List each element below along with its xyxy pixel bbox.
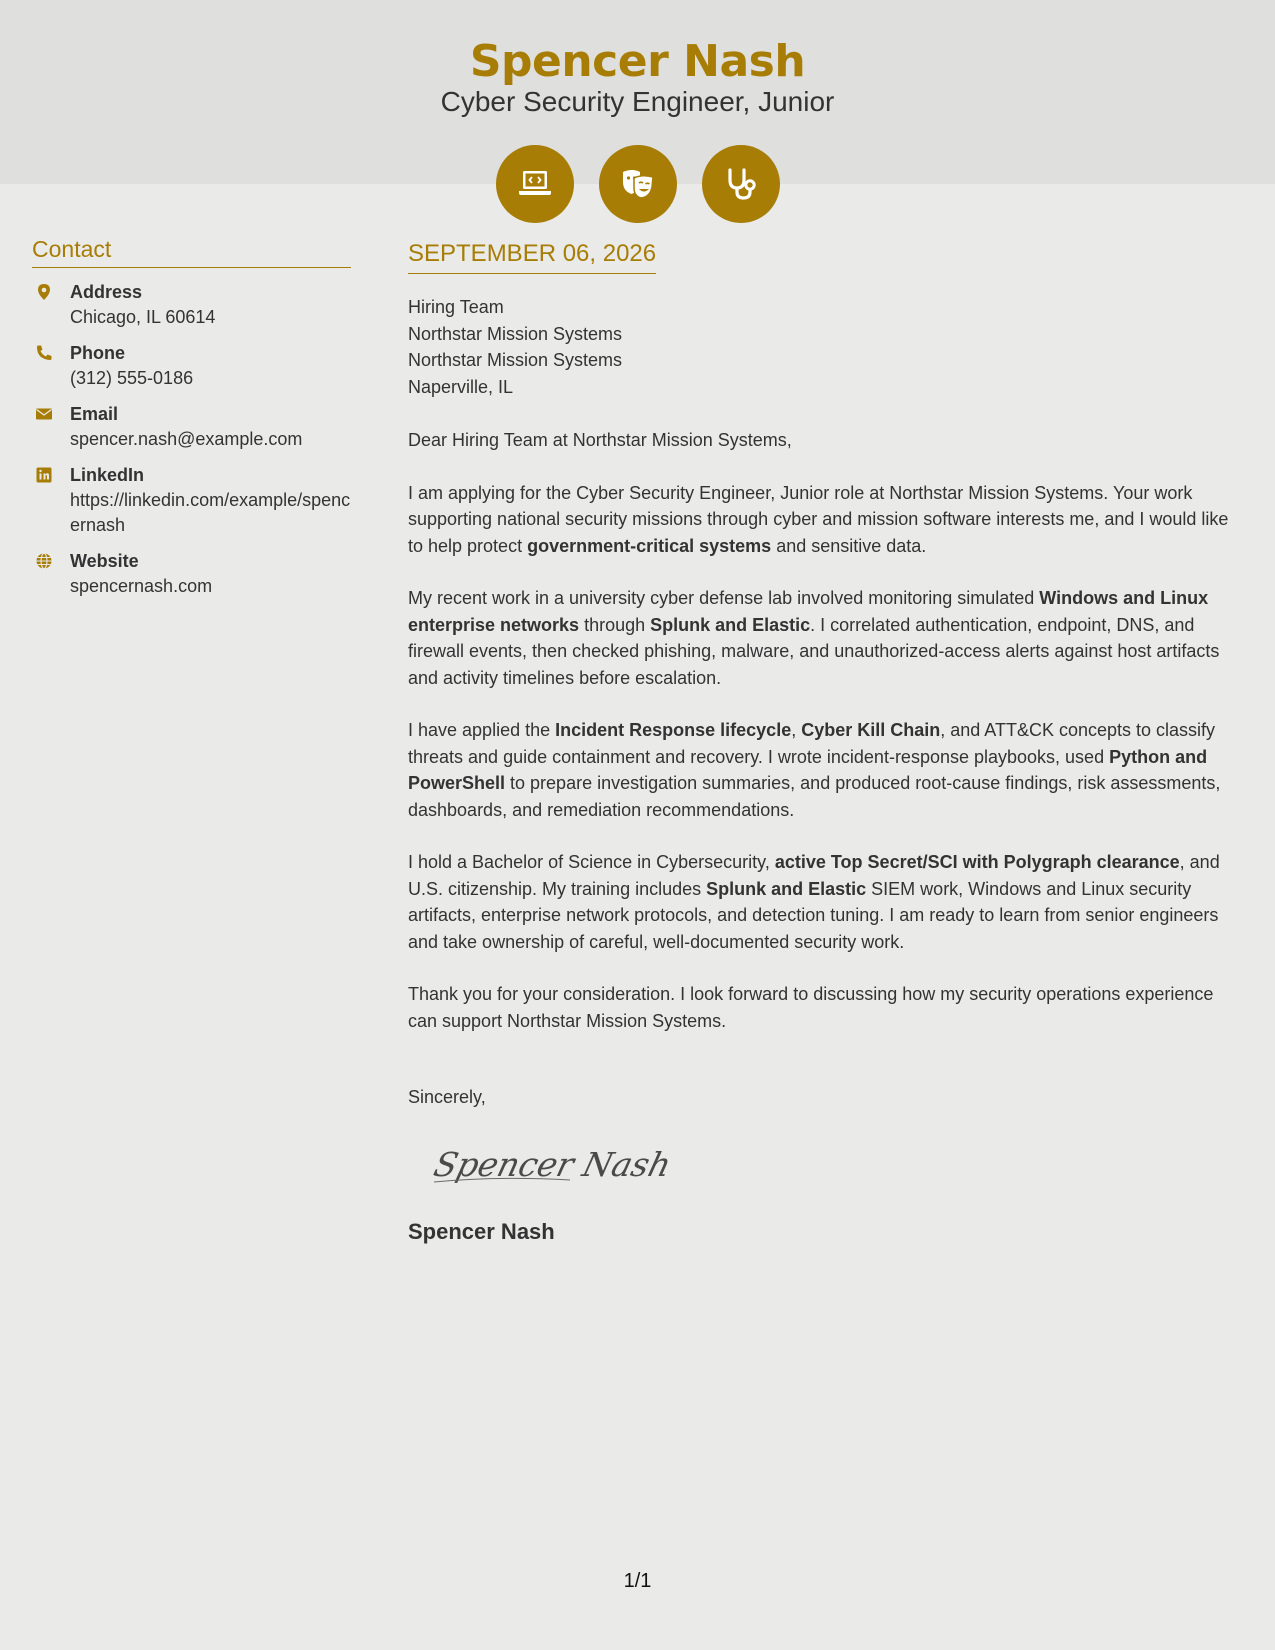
envelope-icon	[32, 402, 70, 452]
paragraph-2: My recent work in a university cyber defense lab involved monitoring simulated Windows and Linux enterprise networks through Splunk and Elastic. I correlated authentication, endpoint, DNS, and firewall events, then checked phishing, malware, and unauthorized-access alerts against host artifacts and activity timelines before escalation.	[408, 588, 1220, 688]
letter-date: SEPTEMBER 06, 2026	[408, 240, 656, 274]
candidate-name: Spencer Nash	[469, 36, 806, 87]
contact-list	[32, 280, 351, 599]
paragraph-1: I am applying for the Cyber Security Engineer, Junior role at Northstar Mission Systems. Your work supporting national security missions through cyber and mission software interests me, and I would like to help protect government-critical systems and sensitive data.	[408, 482, 1229, 556]
signer-name: Spencer Nash	[408, 1219, 555, 1244]
recipient-line: Northstar Mission Systems	[408, 323, 623, 344]
contact-label: LinkedIn	[70, 465, 145, 485]
page-number: 1/1	[623, 1570, 652, 1592]
map-pin-icon	[32, 280, 70, 330]
contact-value: Chicago, IL 60614	[70, 307, 216, 327]
recipient-line: Naperville, IL	[408, 376, 514, 397]
paragraph-5: Thank you for your consideration. I look forward to discussing how my security operations experience can support Northstar Mission Systems.	[408, 984, 1214, 1031]
paragraph-3: I have applied the Incident Response lifecycle, Cyber Kill Chain, and ATT&CK concepts to classify threats and guide containment and recovery. I wrote incident-response playbooks, used Python and PowerShell to prepare investigation summaries, and produced root-cause findings, risk assessments, dashboards, and remediation recommendations.	[408, 720, 1221, 820]
contact-value: (312) 555-0186	[70, 368, 194, 388]
recipient-block	[408, 294, 1243, 400]
stethoscope-icon	[702, 145, 780, 223]
contact-label: Phone	[70, 343, 126, 363]
laptop-code-icon	[496, 145, 574, 223]
header-icon-row	[0, 145, 1275, 223]
closing: Sincerely,	[408, 1087, 486, 1107]
recipient-line: Hiring Team	[408, 297, 504, 317]
contact-address	[32, 280, 351, 330]
paragraph-4: I hold a Bachelor of Science in Cybersecurity, active Top Secret/SCI with Polygraph clearance, and U.S. citizenship. My training includes Splunk and Elastic SIEM work, Windows and Linux security artifacts, enterprise network protocols, and detection tuning. I am ready to learn from senior engineers and take ownership of careful, well-documented security work.	[408, 852, 1220, 952]
recipient-line: Northstar Mission Systems	[408, 350, 623, 370]
contact-email	[32, 402, 351, 452]
contact-value[interactable]: spencernash.com	[70, 576, 213, 596]
phone-icon	[32, 341, 70, 391]
letter-body	[408, 240, 1243, 1245]
contact-value: spencer.nash@example.com	[70, 429, 303, 449]
contact-label: Email	[70, 404, 119, 424]
contact-linkedin	[32, 463, 351, 538]
contact-value[interactable]: https://linkedin.com/example/spencernash	[70, 490, 351, 535]
candidate-role: Cyber Security Engineer, Junior	[440, 86, 835, 117]
signature-image	[430, 1136, 1243, 1197]
theater-masks-icon	[599, 145, 677, 223]
contact-website	[32, 549, 351, 599]
linkedin-icon	[32, 463, 70, 538]
contact-sidebar	[32, 236, 351, 610]
contact-heading: Contact	[32, 236, 351, 268]
contact-label: Website	[70, 551, 139, 571]
contact-label: Address	[70, 282, 143, 302]
globe-icon	[32, 549, 70, 599]
contact-phone	[32, 341, 351, 391]
salutation: Dear Hiring Team at Northstar Mission Systems,	[408, 430, 792, 450]
signature-text: Spencer Nash	[430, 1145, 670, 1184]
